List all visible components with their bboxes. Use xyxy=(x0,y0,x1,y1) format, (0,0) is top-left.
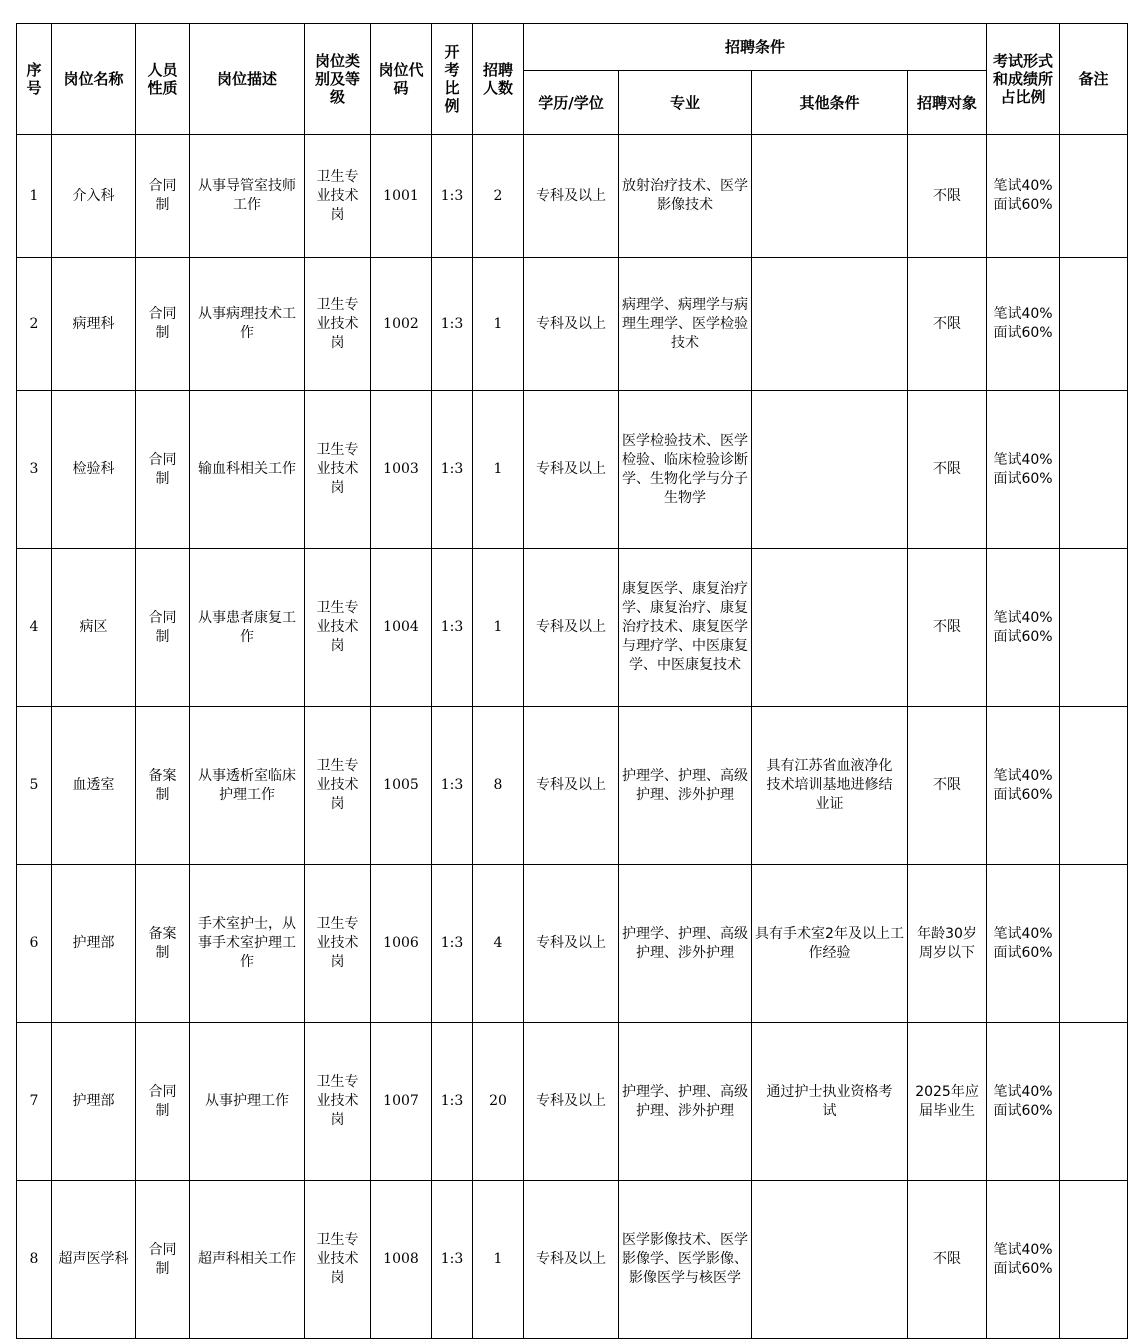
table-row xyxy=(17,549,1128,707)
cell-exam-form: 笔试40%面试60% xyxy=(987,549,1060,707)
cell-exam-form: 笔试40%面试60% xyxy=(987,135,1060,258)
cell-education: 专科及以上 xyxy=(524,258,619,391)
cell-exam-form: 笔试40%面试60% xyxy=(987,258,1060,391)
cell-major: 护理学、护理、高级护理、涉外护理 xyxy=(619,707,752,865)
table-row xyxy=(17,258,1128,391)
cell-seq: 4 xyxy=(17,549,52,707)
cell-education: 专科及以上 xyxy=(524,135,619,258)
cell-seq: 3 xyxy=(17,391,52,549)
cell-exam-ratio: 1:3 xyxy=(432,258,473,391)
cell-exam-form: 笔试40%面试60% xyxy=(987,707,1060,865)
cell-exam-ratio: 1:3 xyxy=(432,865,473,1023)
header-education: 学历/学位 xyxy=(524,71,619,135)
cell-staff-type: 合同制 xyxy=(136,391,190,549)
cell-post-category: 卫生专业技术岗 xyxy=(305,707,371,865)
cell-other: 具有江苏省血液净化技术培训基地进修结业证 xyxy=(752,707,908,865)
cell-staff-type: 合同制 xyxy=(136,549,190,707)
header-post-category: 岗位类别及等级 xyxy=(305,24,371,135)
cell-post-code: 1003 xyxy=(371,391,432,549)
cell-education: 专科及以上 xyxy=(524,549,619,707)
cell-major: 医学影像技术、医学影像学、医学影像、影像医学与核医学 xyxy=(619,1181,752,1339)
cell-major: 康复医学、康复治疗学、康复治疗、康复治疗技术、康复医学与理疗学、中医康复学、中医康复技术 xyxy=(619,549,752,707)
cell-post-name: 病区 xyxy=(52,549,136,707)
cell-target: 年龄30岁周岁以下 xyxy=(908,865,987,1023)
cell-post-code: 1004 xyxy=(371,549,432,707)
cell-post-code: 1006 xyxy=(371,865,432,1023)
cell-post-desc: 从事护理工作 xyxy=(190,1023,305,1181)
cell-post-category: 卫生专业技术岗 xyxy=(305,258,371,391)
cell-exam-form: 笔试40%面试60% xyxy=(987,391,1060,549)
cell-remarks xyxy=(1060,258,1128,391)
cell-staff-type: 合同制 xyxy=(136,1023,190,1181)
cell-education: 专科及以上 xyxy=(524,1023,619,1181)
cell-other xyxy=(752,135,908,258)
cell-post-desc: 超声科相关工作 xyxy=(190,1181,305,1339)
cell-remarks xyxy=(1060,707,1128,865)
table-row xyxy=(17,707,1128,865)
cell-seq: 8 xyxy=(17,1181,52,1339)
cell-exam-ratio: 1:3 xyxy=(432,707,473,865)
cell-post-category: 卫生专业技术岗 xyxy=(305,1181,371,1339)
cell-major: 医学检验技术、医学检验、临床检验诊断学、生物化学与分子生物学 xyxy=(619,391,752,549)
cell-post-name: 护理部 xyxy=(52,865,136,1023)
cell-post-desc: 输血科相关工作 xyxy=(190,391,305,549)
cell-staff-type: 备案制 xyxy=(136,865,190,1023)
cell-recruit-count: 1 xyxy=(473,1181,524,1339)
cell-other xyxy=(752,1181,908,1339)
cell-other xyxy=(752,391,908,549)
header-exam-ratio: 开考比例 xyxy=(432,24,473,135)
cell-target: 不限 xyxy=(908,258,987,391)
cell-exam-ratio: 1:3 xyxy=(432,1023,473,1181)
cell-staff-type: 合同制 xyxy=(136,258,190,391)
cell-staff-type: 合同制 xyxy=(136,1181,190,1339)
header-recruit-count: 招聘人数 xyxy=(473,24,524,135)
header-other: 其他条件 xyxy=(752,71,908,135)
recruitment-table xyxy=(16,23,1128,1339)
cell-seq: 1 xyxy=(17,135,52,258)
table-row xyxy=(17,865,1128,1023)
cell-recruit-count: 1 xyxy=(473,549,524,707)
cell-post-desc: 从事患者康复工作 xyxy=(190,549,305,707)
cell-exam-form: 笔试40%面试60% xyxy=(987,1023,1060,1181)
cell-recruit-count: 20 xyxy=(473,1023,524,1181)
cell-other xyxy=(752,549,908,707)
header-conditions: 招聘条件 xyxy=(524,24,987,71)
cell-remarks xyxy=(1060,549,1128,707)
cell-education: 专科及以上 xyxy=(524,865,619,1023)
cell-post-code: 1002 xyxy=(371,258,432,391)
header-exam-form: 考试形式和成绩所占比例 xyxy=(987,24,1060,135)
cell-seq: 7 xyxy=(17,1023,52,1181)
cell-remarks xyxy=(1060,865,1128,1023)
cell-seq: 5 xyxy=(17,707,52,865)
cell-target: 不限 xyxy=(908,1181,987,1339)
cell-other: 具有手术室2年及以上工作经验 xyxy=(752,865,908,1023)
cell-recruit-count: 1 xyxy=(473,391,524,549)
cell-post-code: 1001 xyxy=(371,135,432,258)
cell-post-name: 护理部 xyxy=(52,1023,136,1181)
cell-post-category: 卫生专业技术岗 xyxy=(305,135,371,258)
cell-target: 不限 xyxy=(908,135,987,258)
table-row xyxy=(17,391,1128,549)
cell-post-desc: 从事病理技术工作 xyxy=(190,258,305,391)
table-row xyxy=(17,135,1128,258)
cell-recruit-count: 4 xyxy=(473,865,524,1023)
cell-major: 护理学、护理、高级护理、涉外护理 xyxy=(619,865,752,1023)
cell-exam-ratio: 1:3 xyxy=(432,135,473,258)
cell-remarks xyxy=(1060,1023,1128,1181)
cell-education: 专科及以上 xyxy=(524,391,619,549)
cell-seq: 6 xyxy=(17,865,52,1023)
table-row xyxy=(17,1181,1128,1339)
header-post-name: 岗位名称 xyxy=(52,24,136,135)
cell-recruit-count: 1 xyxy=(473,258,524,391)
table-row xyxy=(17,1023,1128,1181)
cell-post-code: 1007 xyxy=(371,1023,432,1181)
cell-exam-ratio: 1:3 xyxy=(432,391,473,549)
cell-other xyxy=(752,258,908,391)
cell-exam-form: 笔试40%面试60% xyxy=(987,865,1060,1023)
cell-post-category: 卫生专业技术岗 xyxy=(305,1023,371,1181)
cell-target: 不限 xyxy=(908,391,987,549)
cell-exam-ratio: 1:3 xyxy=(432,549,473,707)
cell-post-name: 血透室 xyxy=(52,707,136,865)
cell-post-category: 卫生专业技术岗 xyxy=(305,549,371,707)
cell-remarks xyxy=(1060,135,1128,258)
cell-education: 专科及以上 xyxy=(524,1181,619,1339)
cell-staff-type: 备案制 xyxy=(136,707,190,865)
header-post-desc: 岗位描述 xyxy=(190,24,305,135)
cell-target: 不限 xyxy=(908,707,987,865)
cell-seq: 2 xyxy=(17,258,52,391)
cell-post-code: 1008 xyxy=(371,1181,432,1339)
cell-major: 放射治疗技术、医学影像技术 xyxy=(619,135,752,258)
cell-education: 专科及以上 xyxy=(524,707,619,865)
cell-post-desc: 从事导管室技师工作 xyxy=(190,135,305,258)
cell-post-name: 介入科 xyxy=(52,135,136,258)
cell-remarks xyxy=(1060,1181,1128,1339)
cell-post-desc: 从事透析室临床护理工作 xyxy=(190,707,305,865)
cell-remarks xyxy=(1060,391,1128,549)
cell-other: 通过护士执业资格考试 xyxy=(752,1023,908,1181)
cell-major: 病理学、病理学与病理生理学、医学检验技术 xyxy=(619,258,752,391)
cell-recruit-count: 2 xyxy=(473,135,524,258)
cell-exam-form: 笔试40%面试60% xyxy=(987,1181,1060,1339)
header-staff-type: 人员性质 xyxy=(136,24,190,135)
cell-major: 护理学、护理、高级护理、涉外护理 xyxy=(619,1023,752,1181)
header-major: 专业 xyxy=(619,71,752,135)
cell-exam-ratio: 1:3 xyxy=(432,1181,473,1339)
cell-post-name: 病理科 xyxy=(52,258,136,391)
cell-post-name: 检验科 xyxy=(52,391,136,549)
cell-post-desc: 手术室护士，从事手术室护理工作 xyxy=(190,865,305,1023)
cell-staff-type: 合同制 xyxy=(136,135,190,258)
cell-post-name: 超声医学科 xyxy=(52,1181,136,1339)
cell-post-category: 卫生专业技术岗 xyxy=(305,391,371,549)
cell-target: 不限 xyxy=(908,549,987,707)
cell-target: 2025年应届毕业生 xyxy=(908,1023,987,1181)
header-remarks: 备注 xyxy=(1060,24,1128,135)
header-target: 招聘对象 xyxy=(908,71,987,135)
header-post-code: 岗位代码 xyxy=(371,24,432,135)
cell-post-category: 卫生专业技术岗 xyxy=(305,865,371,1023)
cell-post-code: 1005 xyxy=(371,707,432,865)
cell-recruit-count: 8 xyxy=(473,707,524,865)
header-seq: 序号 xyxy=(17,24,52,135)
